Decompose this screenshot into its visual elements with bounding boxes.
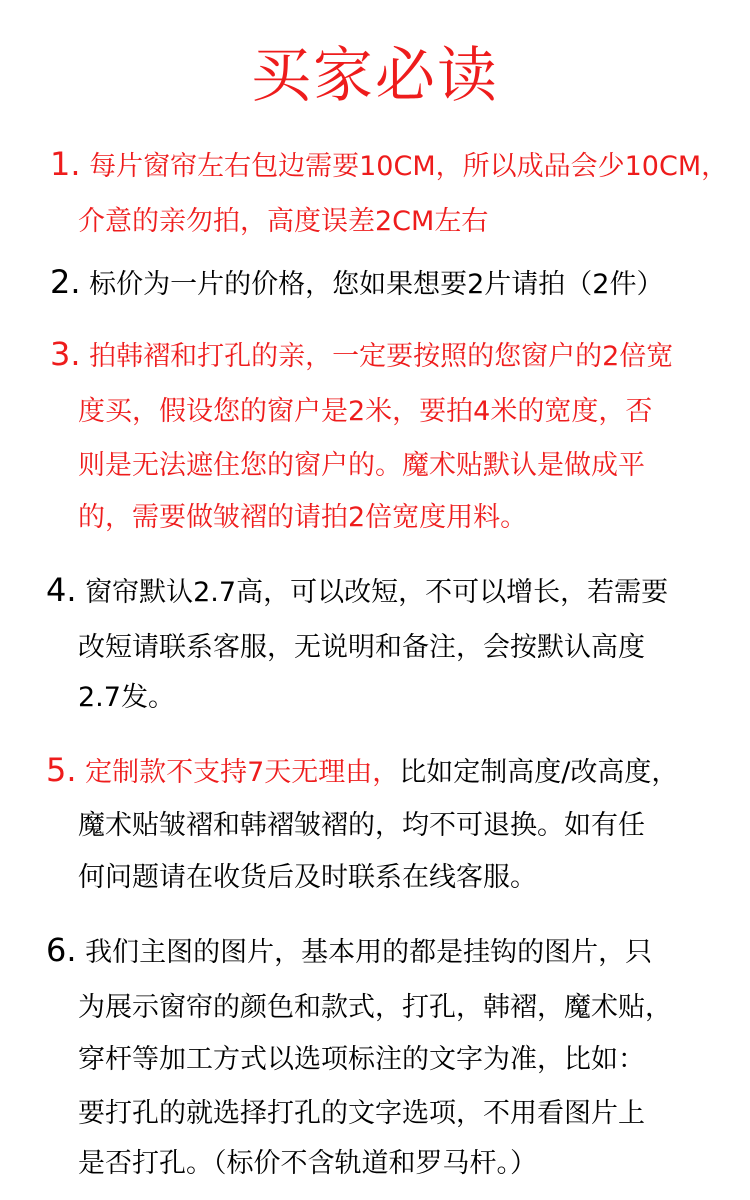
notice-1-number: 1. [50, 145, 81, 183]
notice-5-line-2: 魔术贴皱褶和韩褶皱褶的，均不可退换。如有任 [78, 810, 645, 841]
notice-6-text: 我们主图的图片，基本用的都是挂钩的图片，只 [85, 937, 653, 968]
notice-6-line-4: 要打孔的就选择打孔的文字选项，不用看图片上 [78, 1098, 645, 1129]
notice-6-line-1 [46, 932, 652, 971]
notice-5-number: 5. [46, 751, 77, 789]
notice-5-line-3: 何问题请在收货后及时联系在线客服。 [78, 862, 537, 893]
notice-5-line-1 [46, 752, 678, 791]
notice-5-red-text: 定制款不支持7天无理由， [85, 757, 400, 788]
page-title: 买家必读 [251, 41, 499, 111]
notice-6-number: 6. [46, 931, 77, 969]
notice-2-number: 2. [50, 263, 81, 301]
notice-1-line-2: 介意的亲勿拍，高度误差2CM左右 [78, 206, 489, 237]
notice-3-text: 拍韩褶和打孔的亲，一定要按照的您窗户的2倍宽 [89, 341, 674, 372]
notice-3-line-3: 则是无法遮住您的窗户的。魔术贴默认是做成平 [78, 450, 645, 481]
notice-5-black-text: 比如定制高度/改高度， [399, 757, 679, 788]
notice-6-line-5: 是否打孔。（标价不含轨道和罗马杆。） [78, 1148, 537, 1179]
notice-6-line-2: 为展示窗帘的颜色和款式，打孔，韩褶，魔术贴， [78, 992, 672, 1023]
notice-4-line-3: 2.7发。 [78, 682, 175, 713]
notice-1-line-1 [50, 146, 728, 185]
notice-4-line-2: 改短请联系客服，无说明和备注，会按默认高度 [78, 632, 645, 663]
notice-3-line-2: 度买，假设您的窗户是2米，要拍4米的宽度，否 [78, 396, 653, 427]
notice-4-number: 4. [46, 571, 77, 609]
notice-4-line-1 [46, 572, 668, 611]
notice-2-line-1 [50, 264, 663, 303]
notice-6-line-3: 穿杆等加工方式以选项标注的文字为准，比如： [78, 1044, 645, 1075]
notice-3-number: 3. [50, 335, 81, 373]
notice-3-line-1 [50, 336, 673, 375]
notice-4-text: 窗帘默认2.7高，可以改短，不可以增长，若需要 [85, 577, 669, 608]
notice-2-text: 标价为一片的价格，您如果想要2片请拍（2件） [89, 269, 664, 300]
notice-1-text: 每片窗帘左右包边需要10CM，所以成品会少10CM， [89, 151, 729, 182]
notice-3-line-4: 的，需要做皱褶的请拍2倍宽度用料。 [78, 502, 528, 533]
